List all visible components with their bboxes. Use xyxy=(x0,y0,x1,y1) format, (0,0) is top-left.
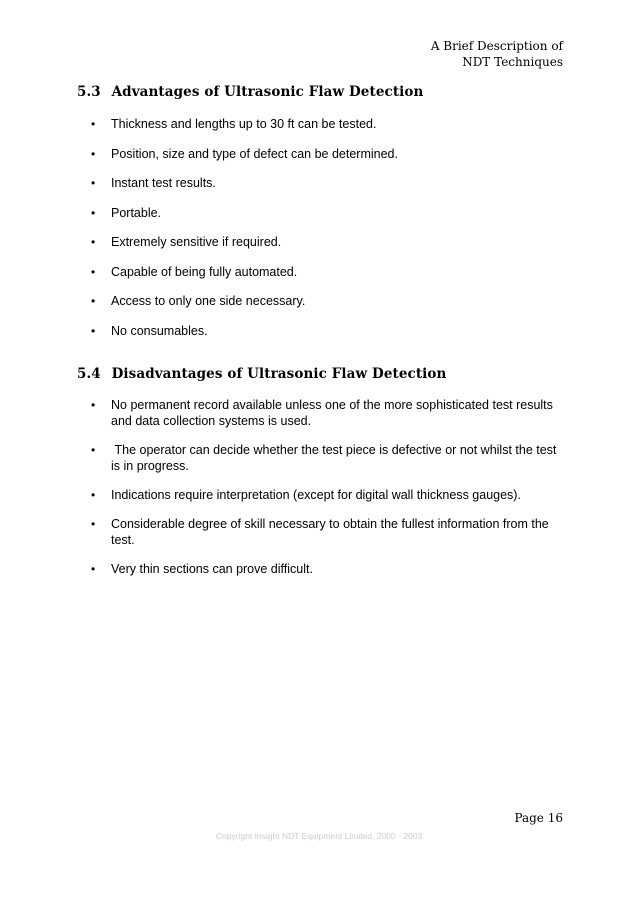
bullet-icon: • xyxy=(91,562,96,576)
list-item xyxy=(0,175,564,191)
disadvantages-list xyxy=(0,397,564,590)
list-item-text: Instant test results. xyxy=(111,176,216,190)
header-title-line-1: A Brief Description of xyxy=(430,39,563,53)
list-item xyxy=(0,442,564,474)
bullet-icon: • xyxy=(91,235,96,249)
list-item-text: The operator can decide whether the test piece is defective or not whilst the test is in progress. xyxy=(111,443,560,473)
advantages-list xyxy=(0,116,564,352)
section-number: 5.4 xyxy=(77,366,101,382)
bullet-icon: • xyxy=(91,117,96,131)
bullet-icon: • xyxy=(91,323,96,338)
bullet-icon: • xyxy=(91,443,96,457)
page-number: Page 16 xyxy=(514,811,563,825)
bullet-icon: • xyxy=(91,517,96,531)
list-item xyxy=(0,487,564,503)
bullet-icon: • xyxy=(91,294,96,308)
list-item-text: No consumables. xyxy=(111,323,208,338)
bullet-icon: • xyxy=(91,488,96,502)
section-title: Disadvantages of Ultrasonic Flaw Detection xyxy=(111,366,447,382)
list-item-text: Portable. xyxy=(111,205,162,220)
list-item-text: Extremely sensitive if required. xyxy=(111,235,282,249)
bullet-icon: • xyxy=(91,176,96,190)
section-title: Advantages of Ultrasonic Flaw Detection xyxy=(111,84,424,100)
list-item xyxy=(0,116,564,132)
bullet-icon: • xyxy=(91,205,96,220)
list-item xyxy=(0,205,564,221)
list-item-text: Indications require interpretation (except for digital wall thickness gauges). xyxy=(111,488,521,502)
list-item-text: Capable of being fully automated. xyxy=(111,264,298,279)
list-item xyxy=(0,293,564,309)
list-item xyxy=(0,561,564,577)
list-item xyxy=(0,146,564,162)
list-item xyxy=(0,397,564,429)
list-item xyxy=(0,234,564,250)
list-item-text: Access to only one side necessary. xyxy=(111,294,306,308)
list-item xyxy=(0,323,564,339)
section-heading-disadvantages xyxy=(77,366,446,382)
list-item-text: Considerable degree of skill necessary to obtain the fullest information from the test. xyxy=(111,517,549,547)
section-number: 5.3 xyxy=(77,84,101,100)
bullet-icon: • xyxy=(91,398,96,412)
list-item-text: Very thin sections can prove difficult. xyxy=(111,562,313,576)
header-title-line-2: NDT Techniques xyxy=(462,55,563,69)
list-item-text: Thickness and lengths up to 30 ft can be tested. xyxy=(111,117,377,131)
list-item xyxy=(0,516,564,548)
document-header xyxy=(431,38,563,70)
list-item-text: No permanent record available unless one of the more sophisticated test results and data collection systems is used. xyxy=(111,398,553,428)
list-item-text: Position, size and type of defect can be determined. xyxy=(111,146,398,161)
copyright-notice: Copyright Insight NDT Equipment Limited, 2000 - 2003 xyxy=(215,831,423,841)
bullet-icon: • xyxy=(91,146,96,161)
list-item xyxy=(0,264,564,280)
section-heading-advantages xyxy=(77,84,423,100)
bullet-icon: • xyxy=(91,264,96,279)
